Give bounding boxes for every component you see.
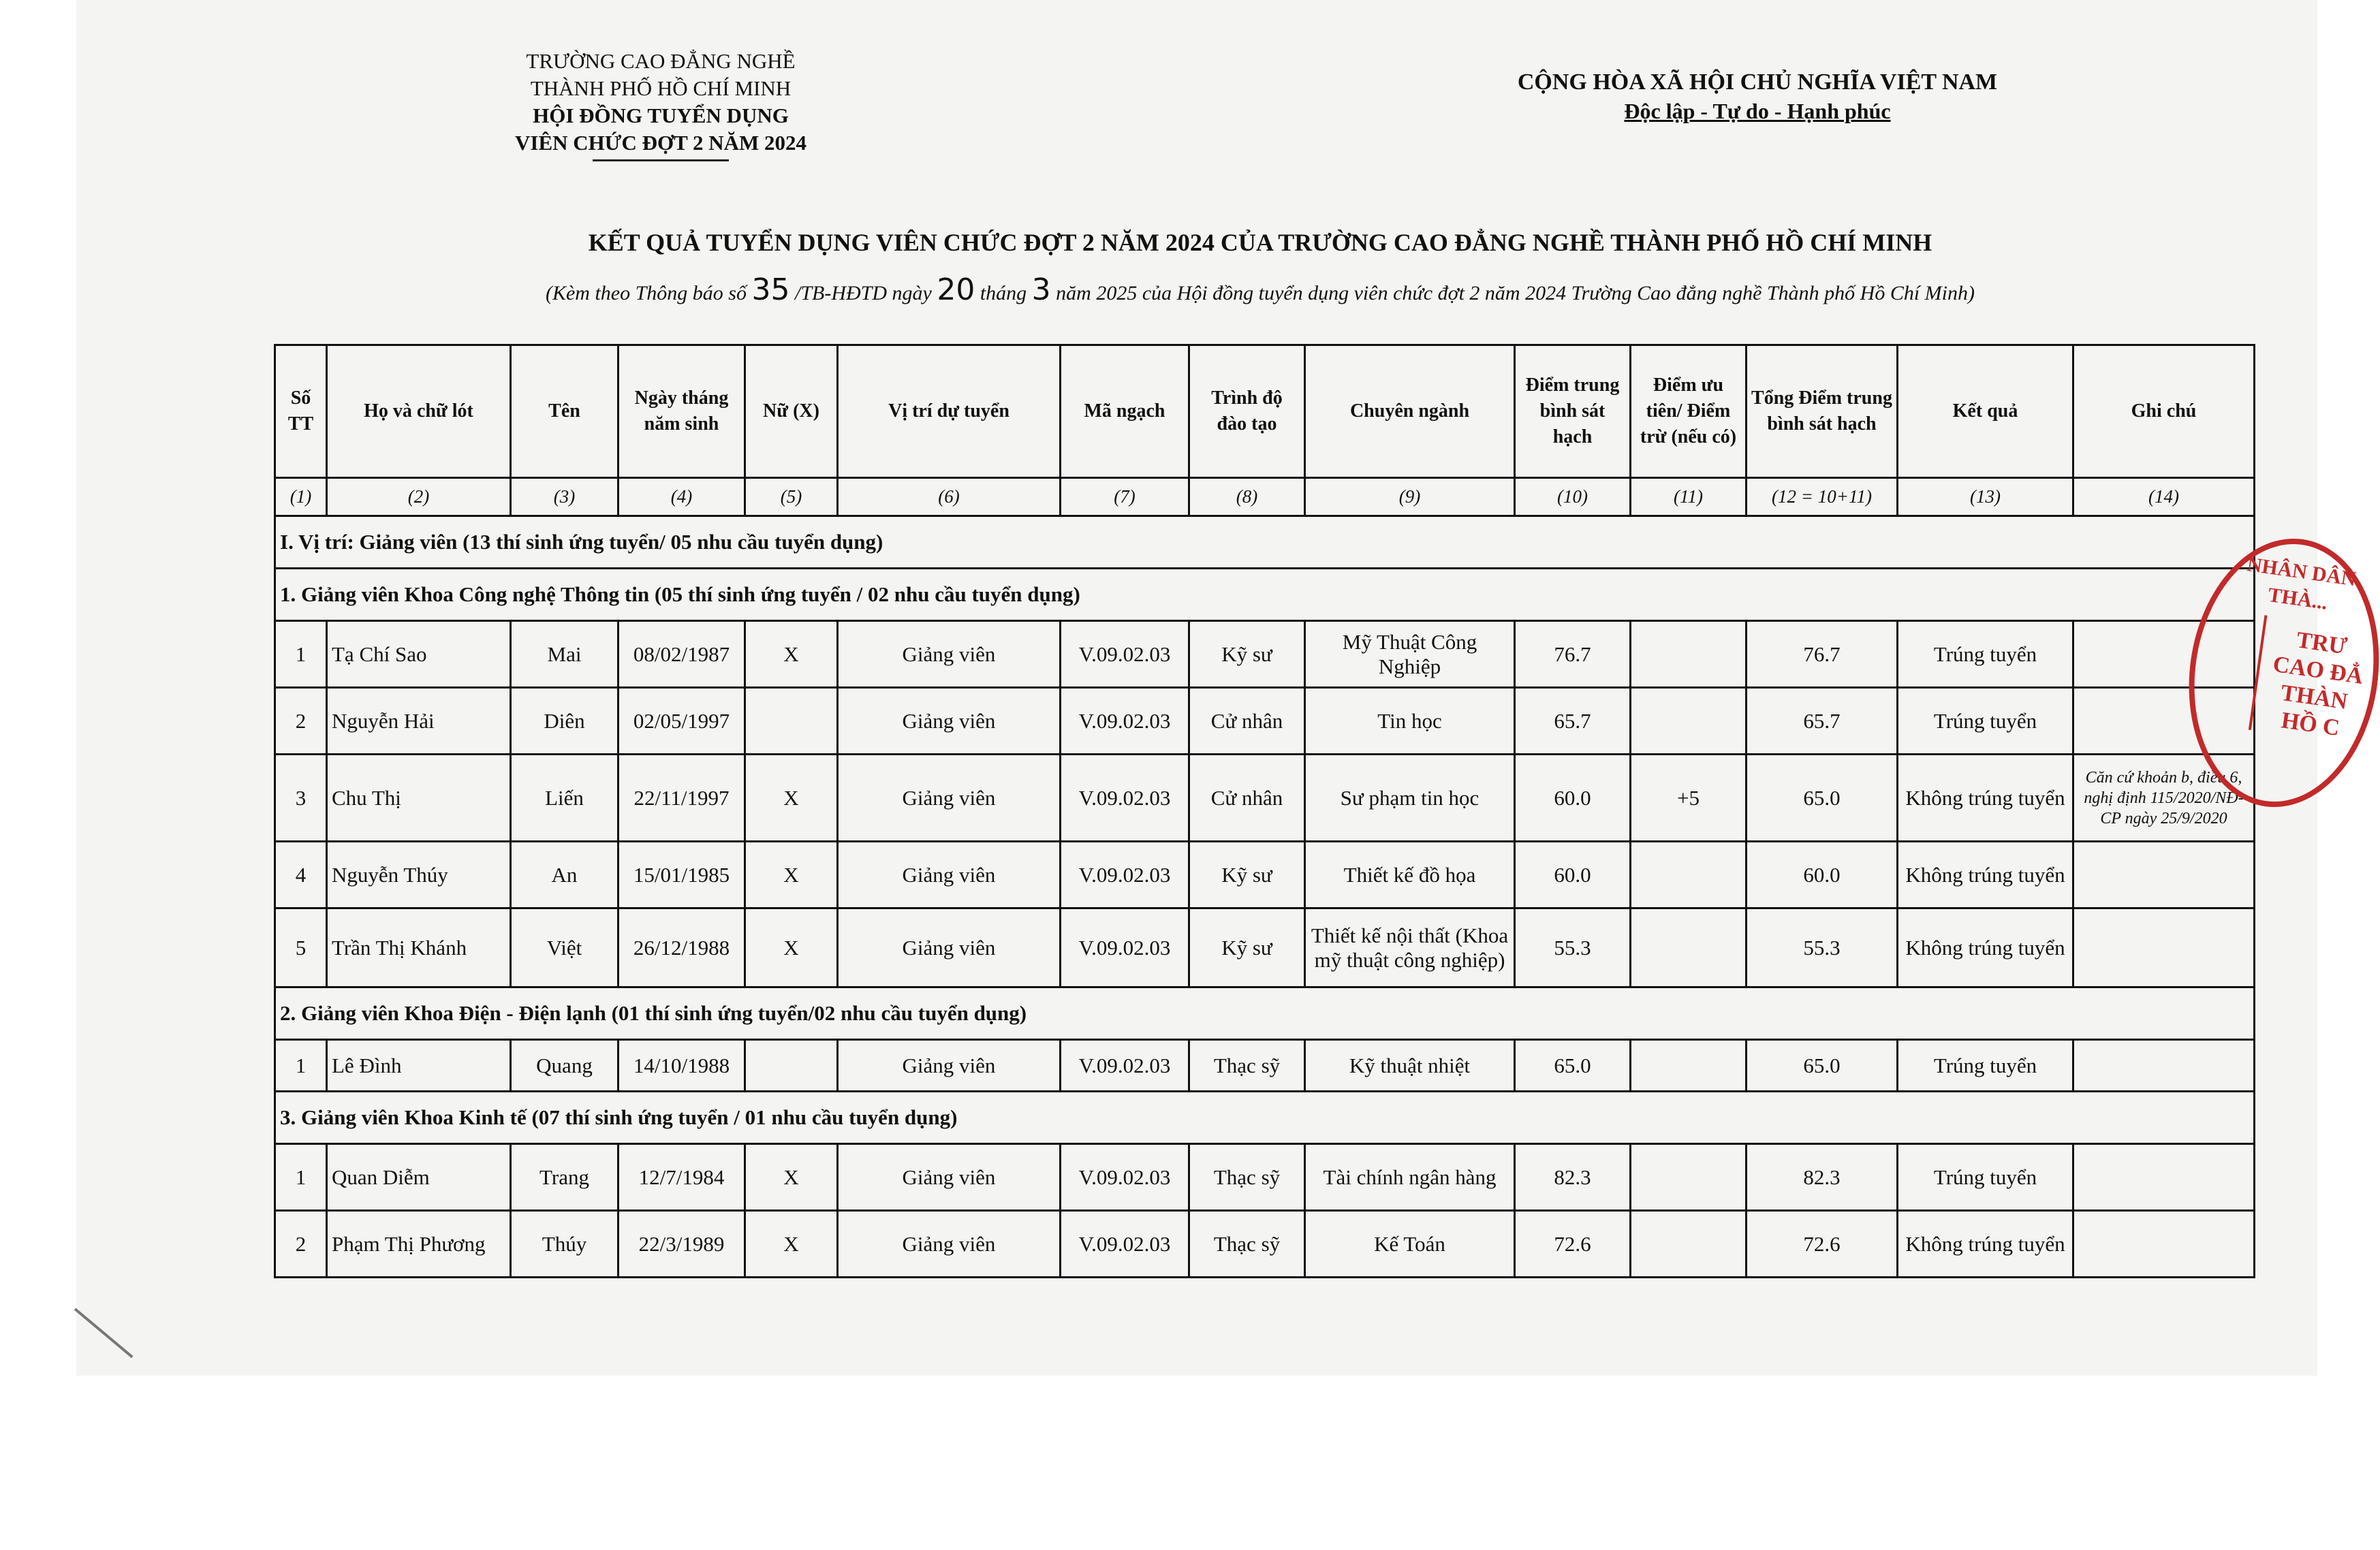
col-header: Nữ (X) bbox=[745, 345, 838, 478]
col-header: Kết quả bbox=[1898, 345, 2073, 478]
cell-vitri: Giảng viên bbox=[838, 1040, 1061, 1092]
cell-tong: 76.7 bbox=[1747, 621, 1898, 688]
cell-uutien bbox=[1631, 842, 1747, 908]
col-index: (7) bbox=[1061, 478, 1189, 516]
col-index: (1) bbox=[275, 478, 327, 516]
cell-trinhdo: Kỹ sư bbox=[1189, 842, 1305, 908]
cell-chuyennganh: Sư phạm tin học bbox=[1305, 755, 1515, 842]
cell-dob: 14/10/1988 bbox=[619, 1040, 745, 1092]
cell-ma: V.09.02.03 bbox=[1061, 842, 1189, 908]
col-header: Tổng Điểm trung bình sát hạch bbox=[1747, 345, 1898, 478]
col-index: (9) bbox=[1305, 478, 1515, 516]
col-header: Mã ngạch bbox=[1061, 345, 1189, 478]
group-heading: 2. Giảng viên Khoa Điện - Điện lạnh (01 thí sinh ứng tuyển/02 nhu cầu tuyển dụng) bbox=[275, 987, 2255, 1040]
cell-nu bbox=[745, 1040, 838, 1092]
cell-stt: 1 bbox=[275, 621, 327, 688]
group-heading-row bbox=[275, 1092, 2255, 1144]
table-header-row bbox=[275, 345, 2255, 478]
col-index: (14) bbox=[2073, 478, 2255, 516]
cell-stt: 2 bbox=[275, 688, 327, 755]
issuer-line-2: THÀNH PHỐ HỒ CHÍ MINH bbox=[530, 76, 792, 100]
cell-ho: Nguyễn Thúy bbox=[327, 842, 511, 908]
cell-chuyennganh: Kế Toán bbox=[1305, 1211, 1515, 1278]
cell-stt: 1 bbox=[275, 1040, 327, 1092]
cell-dob: 12/7/1984 bbox=[619, 1144, 745, 1211]
col-index: (6) bbox=[838, 478, 1061, 516]
cell-dob: 02/05/1997 bbox=[619, 688, 745, 755]
national-motto: Độc lập - Tự do - Hạnh phúc bbox=[1624, 99, 1891, 123]
table-row bbox=[275, 1144, 2255, 1211]
cell-diem: 60.0 bbox=[1515, 755, 1631, 842]
cell-vitri: Giảng viên bbox=[838, 621, 1061, 688]
cell-uutien bbox=[1631, 1211, 1747, 1278]
cell-vitri: Giảng viên bbox=[838, 1211, 1061, 1278]
cell-nu bbox=[745, 688, 838, 755]
cell-diem: 72.6 bbox=[1515, 1211, 1631, 1278]
cell-nu: X bbox=[745, 1211, 838, 1278]
cell-tong: 65.0 bbox=[1747, 755, 1898, 842]
subtitle-day: 20 bbox=[937, 272, 975, 307]
cell-ma: V.09.02.03 bbox=[1061, 1144, 1189, 1211]
cell-ten: An bbox=[511, 842, 619, 908]
cell-nu: X bbox=[745, 842, 838, 908]
national-header bbox=[1417, 68, 2098, 125]
cell-ketqua: Trúng tuyển bbox=[1898, 688, 2073, 755]
national-title: CỘNG HÒA XÃ HỘI CHỦ NGHĨA VIỆT NAM bbox=[1517, 69, 1998, 95]
table-body bbox=[275, 516, 2255, 1278]
table-row bbox=[275, 755, 2255, 842]
cell-ten: Quang bbox=[511, 1040, 619, 1092]
group-heading: 1. Giảng viên Khoa Công nghệ Thông tin (05 thí sinh ứng tuyển / 02 nhu cầu tuyển dụng) bbox=[275, 569, 2255, 621]
col-header: Tên bbox=[511, 345, 619, 478]
cell-ten: Mai bbox=[511, 621, 619, 688]
table-row bbox=[275, 621, 2255, 688]
cell-nu: X bbox=[745, 755, 838, 842]
subtitle-month: 3 bbox=[1031, 272, 1051, 307]
cell-ten: Trang bbox=[511, 1144, 619, 1211]
col-header: Điểm trung bình sát hạch bbox=[1515, 345, 1631, 478]
table-row bbox=[275, 842, 2255, 908]
col-header: Chuyên ngành bbox=[1305, 345, 1515, 478]
cell-ghichu bbox=[2073, 842, 2255, 908]
cell-diem: 55.3 bbox=[1515, 908, 1631, 987]
cell-chuyennganh: Kỹ thuật nhiệt bbox=[1305, 1040, 1515, 1092]
cell-ten: Liến bbox=[511, 755, 619, 842]
col-index: (3) bbox=[511, 478, 619, 516]
cell-stt: 5 bbox=[275, 908, 327, 987]
section-heading-row bbox=[275, 516, 2255, 569]
cell-uutien: +5 bbox=[1631, 755, 1747, 842]
cell-chuyennganh: Thiết kế đồ họa bbox=[1305, 842, 1515, 908]
header-rule bbox=[593, 159, 729, 161]
column-index-row bbox=[275, 478, 2255, 516]
cell-ghichu bbox=[2073, 908, 2255, 987]
subtitle-part-1: (Kèm theo Thông báo số bbox=[545, 282, 747, 304]
cell-ketqua: Không trúng tuyển bbox=[1898, 908, 2073, 987]
cell-ho: Chu Thị bbox=[327, 755, 511, 842]
cell-nu: X bbox=[745, 621, 838, 688]
cell-stt: 4 bbox=[275, 842, 327, 908]
cell-ho: Nguyễn Hải bbox=[327, 688, 511, 755]
table-row bbox=[275, 1211, 2255, 1278]
cell-trinhdo: Thạc sỹ bbox=[1189, 1144, 1305, 1211]
seal-ring-text: NHÂN DÂN THÀ... bbox=[2245, 553, 2358, 614]
cell-diem: 65.7 bbox=[1515, 688, 1631, 755]
cell-uutien bbox=[1631, 908, 1747, 987]
cell-diem: 60.0 bbox=[1515, 842, 1631, 908]
seal-inner bbox=[2249, 615, 2380, 746]
cell-vitri: Giảng viên bbox=[838, 755, 1061, 842]
cell-ketqua: Trúng tuyển bbox=[1898, 1040, 2073, 1092]
col-header: Ngày tháng năm sinh bbox=[619, 345, 745, 478]
cell-ma: V.09.02.03 bbox=[1061, 908, 1189, 987]
subtitle-number: 35 bbox=[751, 272, 790, 307]
cell-uutien bbox=[1631, 1144, 1747, 1211]
cell-ten: Diên bbox=[511, 688, 619, 755]
cell-vitri: Giảng viên bbox=[838, 908, 1061, 987]
cell-ketqua: Không trúng tuyển bbox=[1898, 755, 2073, 842]
col-header: Số TT bbox=[275, 345, 327, 478]
cell-diem: 76.7 bbox=[1515, 621, 1631, 688]
col-header: Họ và chữ lót bbox=[327, 345, 511, 478]
seal-line: THÀN bbox=[2279, 680, 2349, 715]
cell-ketqua: Không trúng tuyển bbox=[1898, 1211, 2073, 1278]
col-index: (11) bbox=[1631, 478, 1747, 516]
cell-chuyennganh: Tin học bbox=[1305, 688, 1515, 755]
table-row bbox=[275, 1040, 2255, 1092]
subtitle-part-2: /TB-HĐTD ngày bbox=[794, 282, 932, 304]
subtitle-part-3: tháng bbox=[980, 282, 1027, 304]
cell-vitri: Giảng viên bbox=[838, 1144, 1061, 1211]
col-index: (12 = 10+11) bbox=[1747, 478, 1898, 516]
cell-dob: 22/3/1989 bbox=[619, 1211, 745, 1278]
cell-dob: 15/01/1985 bbox=[619, 842, 745, 908]
document-title: KẾT QUẢ TUYỂN DỤNG VIÊN CHỨC ĐỢT 2 NĂM 2024 CỦA TRƯỜNG CAO ĐẲNG NGHỀ THÀNH PHỐ HỒ CHÍ MINH bbox=[588, 229, 1932, 256]
cell-tong: 65.0 bbox=[1747, 1040, 1898, 1092]
cell-trinhdo: Thạc sỹ bbox=[1189, 1040, 1305, 1092]
cell-ghichu bbox=[2073, 1144, 2255, 1211]
col-index: (4) bbox=[619, 478, 745, 516]
group-heading-row bbox=[275, 569, 2255, 621]
cell-trinhdo: Cử nhân bbox=[1189, 688, 1305, 755]
cell-ma: V.09.02.03 bbox=[1061, 688, 1189, 755]
cell-dob: 22/11/1997 bbox=[619, 755, 745, 842]
col-header: Vị trí dự tuyển bbox=[838, 345, 1061, 478]
document-subtitle bbox=[170, 272, 2350, 307]
col-header: Trình độ đào tạo bbox=[1189, 345, 1305, 478]
cell-ma: V.09.02.03 bbox=[1061, 1040, 1189, 1092]
col-index: (8) bbox=[1189, 478, 1305, 516]
cell-dob: 26/12/1988 bbox=[619, 908, 745, 987]
cell-diem: 82.3 bbox=[1515, 1144, 1631, 1211]
cell-uutien bbox=[1631, 1040, 1747, 1092]
cell-ho: Quan Diễm bbox=[327, 1144, 511, 1211]
cell-diem: 65.0 bbox=[1515, 1040, 1631, 1092]
cell-trinhdo: Thạc sỹ bbox=[1189, 1211, 1305, 1278]
cell-stt: 3 bbox=[275, 755, 327, 842]
cell-ghichu bbox=[2073, 1211, 2255, 1278]
subtitle-part-4: năm 2025 của Hội đồng tuyển dụng viên chức đợt 2 năm 2024 Trường Cao đẳng nghề Thành phố Hồ Chí Minh) bbox=[1056, 282, 1975, 304]
cell-vitri: Giảng viên bbox=[838, 688, 1061, 755]
cell-uutien bbox=[1631, 688, 1747, 755]
cell-ketqua: Không trúng tuyển bbox=[1898, 842, 2073, 908]
cell-trinhdo: Kỹ sư bbox=[1189, 621, 1305, 688]
section-heading: I. Vị trí: Giảng viên (13 thí sinh ứng tuyển/ 05 nhu cầu tuyển dụng) bbox=[275, 516, 2255, 569]
seal-line: HỒ C bbox=[2279, 708, 2341, 741]
issuer-line-4: VIÊN CHỨC ĐỢT 2 NĂM 2024 bbox=[515, 131, 807, 155]
cell-stt: 2 bbox=[275, 1211, 327, 1278]
cell-ten: Thúy bbox=[511, 1211, 619, 1278]
col-index: (2) bbox=[327, 478, 511, 516]
cell-tong: 65.7 bbox=[1747, 688, 1898, 755]
cell-ho: Phạm Thị Phương bbox=[327, 1211, 511, 1278]
cell-tong: 82.3 bbox=[1747, 1144, 1898, 1211]
cell-trinhdo: Kỹ sư bbox=[1189, 908, 1305, 987]
cell-chuyennganh: Tài chính ngân hàng bbox=[1305, 1144, 1515, 1211]
cell-vitri: Giảng viên bbox=[838, 842, 1061, 908]
seal-line: CAO ĐẲ bbox=[2271, 651, 2365, 690]
group-heading-row bbox=[275, 987, 2255, 1040]
cell-trinhdo: Cử nhân bbox=[1189, 755, 1305, 842]
cell-tong: 55.3 bbox=[1747, 908, 1898, 987]
cell-ho: Tạ Chí Sao bbox=[327, 621, 511, 688]
cell-uutien bbox=[1631, 621, 1747, 688]
col-header: Ghi chú bbox=[2073, 345, 2255, 478]
cell-ma: V.09.02.03 bbox=[1061, 755, 1189, 842]
cell-chuyennganh: Thiết kế nội thất (Khoa mỹ thuật công nghiệp) bbox=[1305, 908, 1515, 987]
cell-ghichu bbox=[2073, 1040, 2255, 1092]
col-index: (5) bbox=[745, 478, 838, 516]
cell-dob: 08/02/1987 bbox=[619, 621, 745, 688]
cell-nu: X bbox=[745, 1144, 838, 1211]
issuer-line-1: TRƯỜNG CAO ĐẲNG NGHỀ bbox=[526, 49, 796, 73]
cell-tong: 72.6 bbox=[1747, 1211, 1898, 1278]
seal-line: TRƯ bbox=[2295, 627, 2349, 660]
col-header: Điểm ưu tiên/ Điểm trừ (nếu có) bbox=[1631, 345, 1747, 478]
table-row bbox=[275, 908, 2255, 987]
cell-ho: Trần Thị Khánh bbox=[327, 908, 511, 987]
cell-chuyennganh: Mỹ Thuật Công Nghiệp bbox=[1305, 621, 1515, 688]
issuer-header bbox=[422, 48, 899, 161]
cell-ketqua: Trúng tuyển bbox=[1898, 621, 2073, 688]
cell-ketqua: Trúng tuyển bbox=[1898, 1144, 2073, 1211]
col-index: (10) bbox=[1515, 478, 1631, 516]
group-heading: 3. Giảng viên Khoa Kinh tế (07 thí sinh ứng tuyển / 01 nhu cầu tuyển dụng) bbox=[275, 1092, 2255, 1144]
cell-ghichu: Căn cứ khoản b, điều 6, nghị định 115/2020/NĐ-CP ngày 25/9/2020 bbox=[2073, 755, 2255, 842]
cell-ho: Lê Đình bbox=[327, 1040, 511, 1092]
issuer-line-3: HỘI ĐỒNG TUYỂN DỤNG bbox=[533, 104, 789, 127]
cell-tong: 60.0 bbox=[1747, 842, 1898, 908]
cell-ma: V.09.02.03 bbox=[1061, 1211, 1189, 1278]
cell-ma: V.09.02.03 bbox=[1061, 621, 1189, 688]
cell-ten: Việt bbox=[511, 908, 619, 987]
cell-stt: 1 bbox=[275, 1144, 327, 1211]
col-index: (13) bbox=[1898, 478, 2073, 516]
cell-nu: X bbox=[745, 908, 838, 987]
results-table bbox=[274, 344, 2255, 1278]
table-row bbox=[275, 688, 2255, 755]
